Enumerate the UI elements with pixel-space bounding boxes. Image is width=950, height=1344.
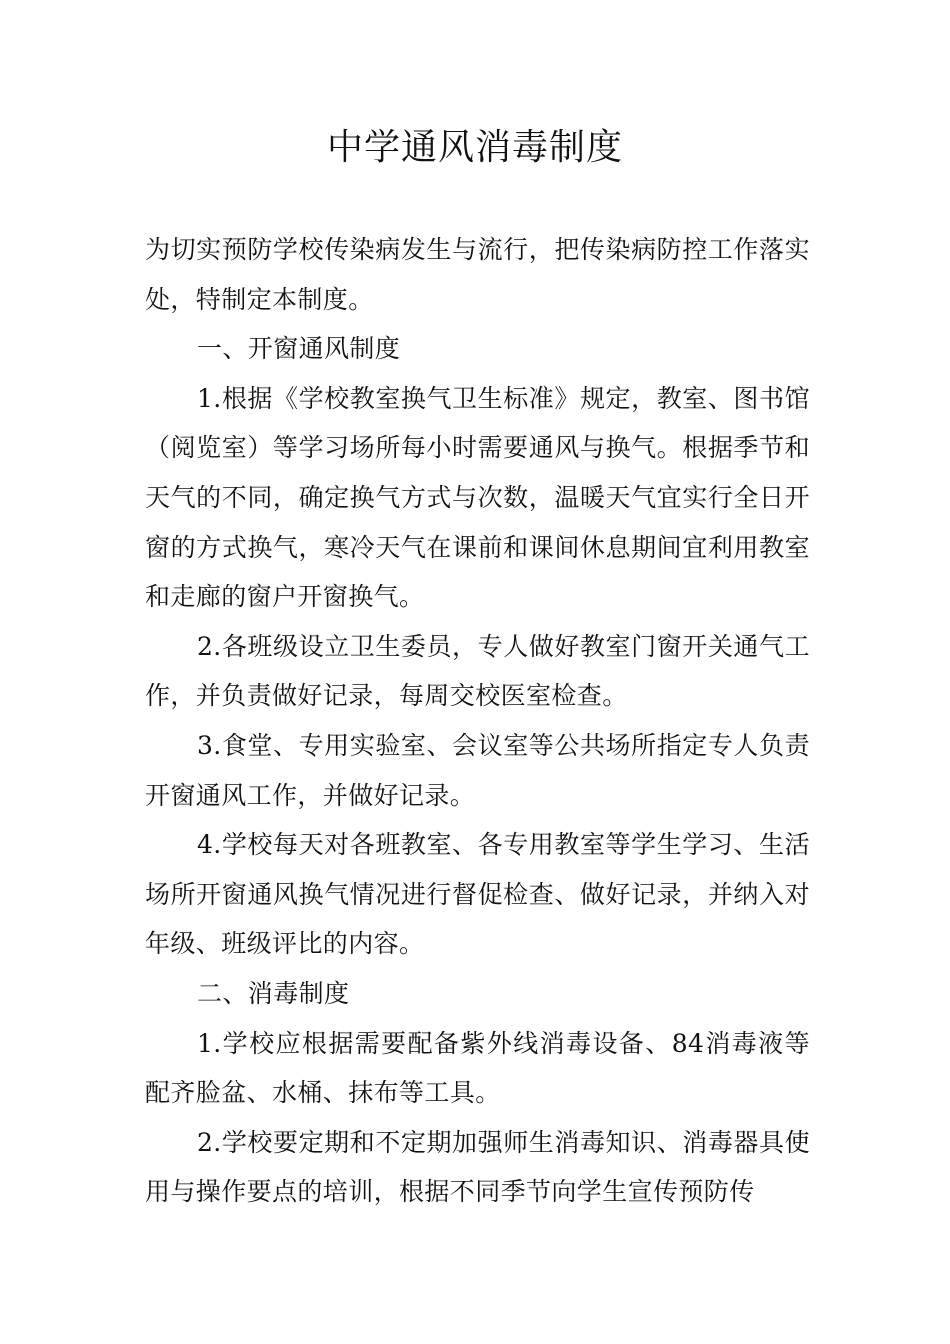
intro-paragraph: 为切实预防学校传染病发生与流行，把传染病防控工作落实处，特制定本制度。 bbox=[145, 235, 810, 314]
section-2-item-1: 1.学校应根据需要配备紫外线消毒设备、84消毒液等配齐脸盆、水桶、抹布等工具。 bbox=[145, 1028, 810, 1108]
document-title: 中学通风消毒制度 bbox=[326, 127, 623, 168]
section-1-heading: 一、开窗通风制度 bbox=[197, 334, 401, 364]
document-body bbox=[145, 225, 810, 1217]
section-1-item-1: 1.根据《学校教室换气卫生标准》规定，教室、图书馆（阅览室）等学习场所每小时需要通风与换气。根据季节和天气的不同，确定换气方式与次数，温暖天气宜实行全日开窗的方式换气，寒冷天气在课前和课间休息期间宜利用教室和走廊的窗户开窗换气。 bbox=[145, 383, 810, 612]
section-1-item-3: 3.食堂、专用实验室、会议室等公共场所指定专人负责开窗通风工作，并做好记录。 bbox=[145, 730, 810, 810]
section-2-heading: 二、消毒制度 bbox=[197, 978, 350, 1008]
section-2-item-2: 2.学校要定期和不定期加强师生消毒知识、消毒器具使用与操作要点的培训，根据不同季节向学生宣传预防传 bbox=[145, 1127, 810, 1207]
section-1-item-4: 4.学校每天对各班教室、各专用教室等学生学习、生活场所开窗通风换气情况进行督促检查、做好记录，并纳入对年级、班级评比的内容。 bbox=[145, 830, 810, 959]
section-1-item-2: 2.各班级设立卫生委员，专人做好教室门窗开关通气工作，并负责做好记录，每周交校医室检查。 bbox=[145, 631, 810, 711]
